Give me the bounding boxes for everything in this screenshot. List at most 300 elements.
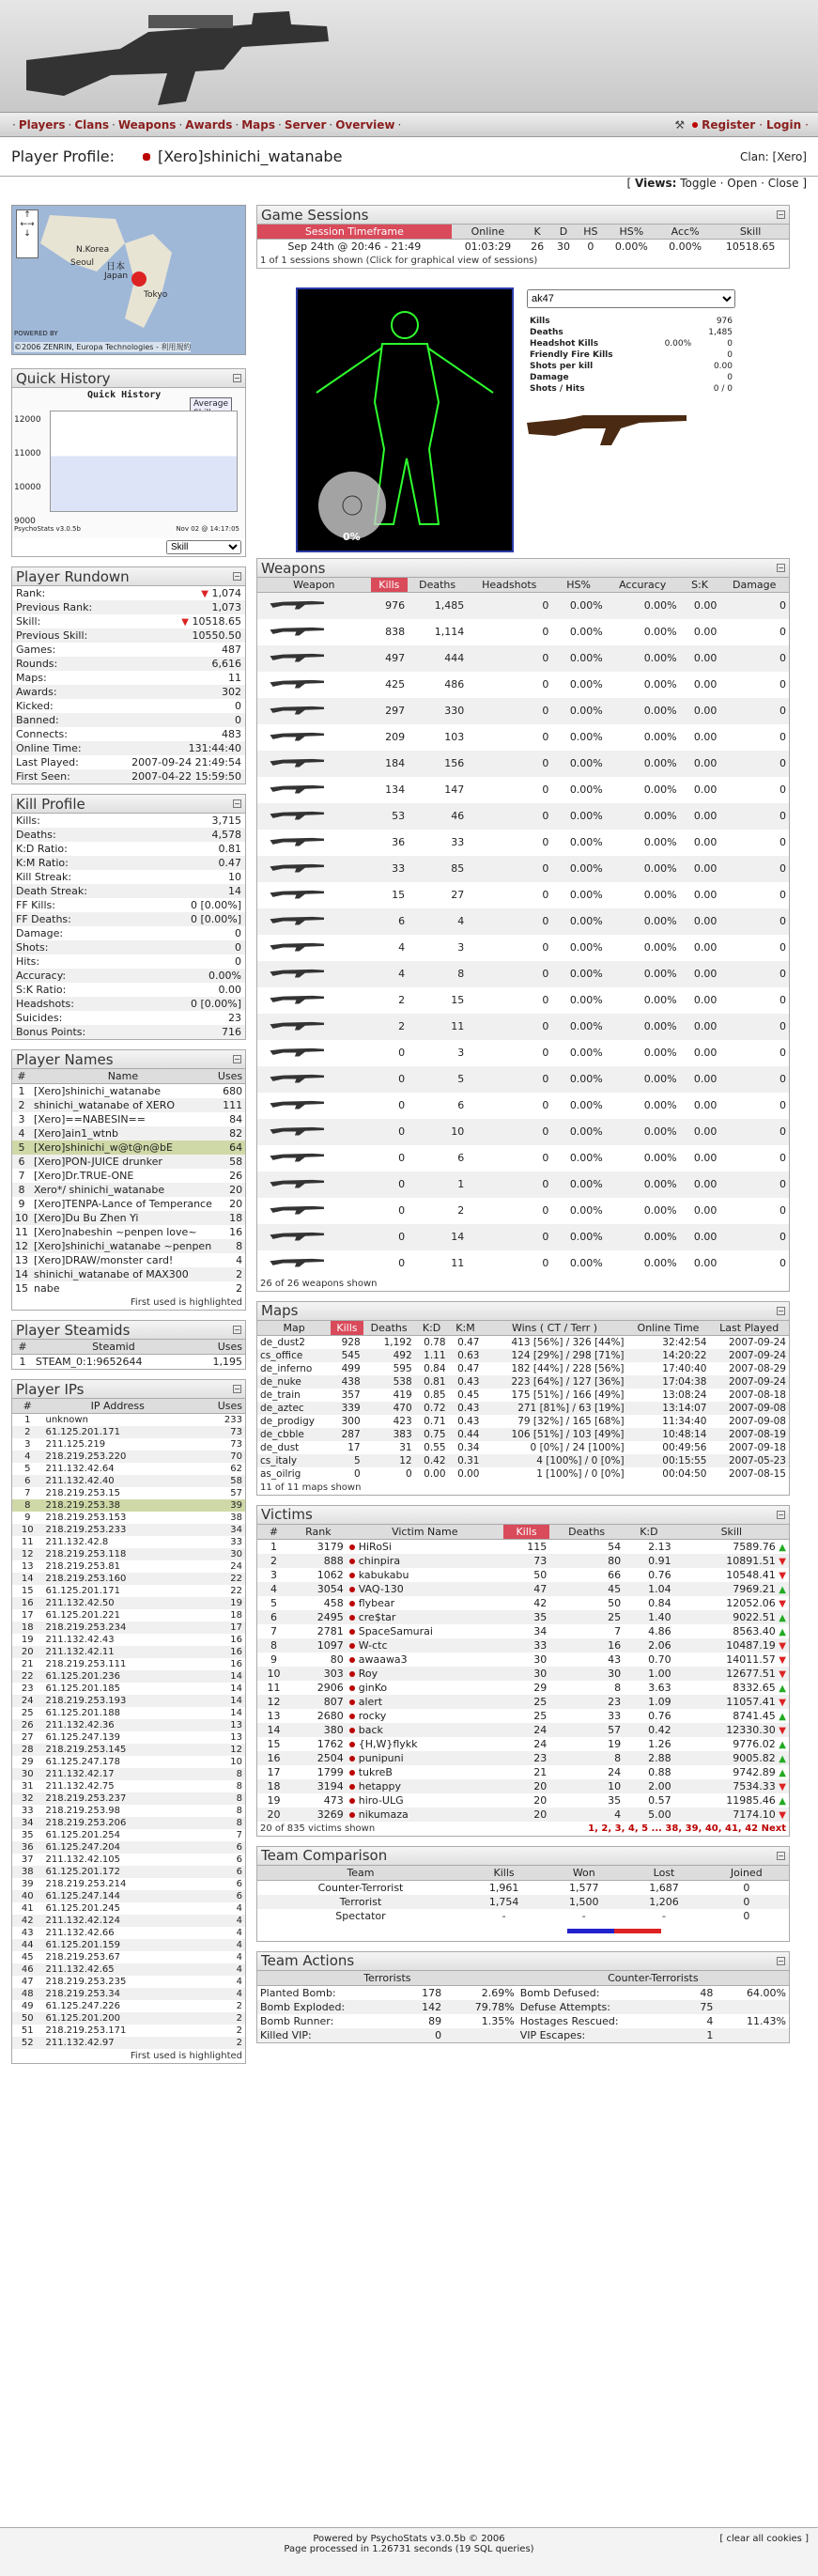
table-cell: 0.00% xyxy=(569,994,603,1006)
table-cell: 6 xyxy=(193,1841,245,1854)
sessions-header[interactable]: D xyxy=(550,225,577,240)
nav-weapons[interactable]: Weapons xyxy=(117,117,177,132)
views-toggle[interactable]: Toggle xyxy=(680,177,717,190)
weapons-header[interactable]: Accuracy xyxy=(606,578,680,593)
victim-link[interactable]: tukreB xyxy=(358,1765,393,1778)
victim-link[interactable]: cre$tar xyxy=(358,1610,396,1623)
ips-row xyxy=(12,1634,245,1646)
weapons-header[interactable]: S:K xyxy=(680,578,720,593)
sessions-header[interactable]: Skill xyxy=(712,225,789,240)
victim-link[interactable]: chinpira xyxy=(358,1554,401,1567)
names-row xyxy=(12,1211,245,1225)
table-cell[interactable]: 61.125.201.188 xyxy=(45,1708,121,1718)
table-cell: 380 xyxy=(290,1723,347,1737)
clan-link[interactable]: [Xero] xyxy=(772,149,807,163)
weapon-row[interactable] xyxy=(257,672,789,698)
ips-row xyxy=(12,1487,245,1499)
weapon-row[interactable] xyxy=(257,724,789,751)
table-cell[interactable]: [Xero]shinichi_watanabe ~penpen xyxy=(31,1239,215,1253)
victims-header[interactable]: Skill xyxy=(674,1525,789,1540)
collapse-icon[interactable]: − xyxy=(778,1510,784,1519)
victim-link[interactable]: flybear xyxy=(358,1596,395,1609)
map-label-seoul: Seoul xyxy=(70,258,94,268)
table-cell[interactable]: 211.132.42.8 xyxy=(45,1537,109,1547)
table-cell[interactable]: 218.219.253.81 xyxy=(45,1561,121,1572)
map-link[interactable]: de_aztec xyxy=(257,1402,331,1415)
table-cell: 30 xyxy=(193,1548,245,1560)
maps-header[interactable]: Wins ( CT / Terr ) xyxy=(482,1321,626,1336)
weapon-row[interactable] xyxy=(257,908,789,935)
table-cell[interactable]: unknown xyxy=(45,1415,88,1425)
login-link[interactable]: Login xyxy=(766,117,802,132)
table-cell[interactable]: 218.219.253.160 xyxy=(43,1573,193,1585)
table-cell: 0.84 xyxy=(648,1596,671,1609)
table-cell[interactable]: 211.132.42.75 xyxy=(45,1781,115,1792)
rundown-row xyxy=(12,586,245,600)
table-cell: Hits: xyxy=(16,955,40,968)
map-link[interactable]: de_nuke xyxy=(257,1375,331,1389)
table-cell[interactable]: 218.219.253.67 xyxy=(45,1952,121,1963)
nav-players[interactable]: Players xyxy=(18,117,66,132)
weapons-header[interactable]: Deaths xyxy=(408,578,467,593)
ips-row xyxy=(12,1548,245,1560)
table-cell[interactable]: 61.125.247.144 xyxy=(43,1890,193,1902)
victim-row xyxy=(257,1793,789,1808)
quick-history-panel: Quick History − Quick History Average 12000 11000 10000 9000 PsychoStats v3.0.5b Nov 02 @ 14:17:05 Skill xyxy=(11,368,246,557)
table-cell[interactable]: 61.125.201.185 xyxy=(45,1684,121,1694)
weapon-row[interactable] xyxy=(257,882,789,908)
victim-link[interactable]: VAQ-130 xyxy=(358,1582,404,1595)
weapon-row[interactable] xyxy=(257,645,789,672)
table-cell: 29 xyxy=(533,1681,548,1694)
table-cell[interactable]: 211.132.42.97 xyxy=(43,2037,193,2049)
session-row[interactable] xyxy=(257,240,789,255)
steamids-header[interactable]: # xyxy=(12,1340,33,1355)
weapon-row[interactable] xyxy=(257,987,789,1014)
table-cell xyxy=(347,1793,503,1808)
collapse-icon[interactable]: − xyxy=(234,374,240,382)
weapon-row[interactable] xyxy=(257,1145,789,1172)
nav-maps[interactable]: Maps xyxy=(241,117,275,132)
table-cell: 0.00% xyxy=(643,731,677,743)
maps-header[interactable]: Map xyxy=(257,1321,331,1336)
table-cell[interactable]: [Xero]nabeshin ~penpen love~ xyxy=(34,1226,197,1238)
table-cell[interactable]: shinichi_watanabe of XERO xyxy=(31,1098,215,1112)
quick-history-chart xyxy=(12,388,245,538)
table-cell[interactable]: STEAM_0:1:9652644 xyxy=(35,1356,143,1368)
table-cell: 7 xyxy=(24,1488,31,1498)
table-cell[interactable]: [Xero]Du Bu Zhen Yi xyxy=(31,1211,215,1225)
nav-server[interactable]: Server xyxy=(284,117,327,132)
table-cell: Death Streak: xyxy=(12,884,147,898)
weapon-row[interactable] xyxy=(257,1224,789,1250)
rundown-row xyxy=(12,755,245,769)
table-cell: 2007-04-22 15:59:50 xyxy=(109,769,245,784)
table-cell: 3 xyxy=(270,1568,278,1581)
table-cell[interactable]: 61.125.247.226 xyxy=(45,2001,121,2011)
table-cell[interactable]: 218.219.253.118 xyxy=(43,1548,193,1560)
actions-header: Terrorists xyxy=(257,1971,517,1986)
weapon-row[interactable] xyxy=(257,1066,789,1093)
weapon-row[interactable] xyxy=(257,1014,789,1040)
table-cell[interactable]: 218.219.253.214 xyxy=(45,1879,127,1889)
weapon-row[interactable] xyxy=(257,1198,789,1224)
table-cell xyxy=(347,1582,503,1596)
collapse-icon[interactable]: − xyxy=(778,1306,784,1315)
table-cell: 4,578 xyxy=(147,828,245,842)
table-cell[interactable]: 61.125.201.236 xyxy=(43,1670,193,1683)
victim-link[interactable]: punipuni xyxy=(358,1751,404,1764)
table-cell[interactable]: [Xero]DRAW/monster card! xyxy=(34,1254,174,1266)
table-cell[interactable]: shinichi_watanabe of MAX300 xyxy=(31,1267,215,1281)
table-cell: 0 xyxy=(353,1467,361,1480)
table-cell[interactable]: [Xero]shinichi_w@t@n@bE xyxy=(31,1141,215,1155)
table-cell[interactable]: nabe xyxy=(34,1282,60,1295)
table-cell[interactable]: 211.132.42.105 xyxy=(45,1854,121,1865)
table-cell: 1 xyxy=(24,1415,31,1425)
victims-header[interactable]: Deaths xyxy=(549,1525,624,1540)
table-cell: 2007-08-19 xyxy=(709,1428,789,1441)
table-cell[interactable]: 218.219.253.234 xyxy=(43,1622,193,1634)
table-cell: 339 xyxy=(331,1402,363,1415)
victim-link[interactable]: rocky xyxy=(358,1709,387,1722)
weapons-header[interactable]: Headshots xyxy=(467,578,551,593)
table-cell: 0.00% xyxy=(551,1172,605,1198)
victims-pager[interactable]: 1, 2, 3, 4, 5 ... 38, 39, 40, 41, 42 Next xyxy=(588,1823,786,1834)
weapon-row[interactable] xyxy=(257,803,789,830)
table-cell[interactable]: [Xero]shinichi_watanabe xyxy=(34,1085,162,1097)
table-cell: 0.00% xyxy=(606,908,680,935)
weapon-row[interactable] xyxy=(257,751,789,777)
weapon-row[interactable] xyxy=(257,593,789,619)
table-cell: 70 xyxy=(193,1451,245,1463)
table-cell[interactable]: 211.132.42.40 xyxy=(43,1475,193,1487)
victim-row xyxy=(257,1779,789,1793)
table-cell[interactable]: [Xero]==NABESIN== xyxy=(34,1113,146,1125)
footer: Powered by PsychoStats v3.0.5b © 2006 Page processed in 1.26731 seconds (19 SQL queries) [ clear all cookies ] xyxy=(0,2527,818,2576)
table-cell[interactable]: 211.132.42.36 xyxy=(43,1719,193,1731)
table-cell: 4 xyxy=(236,1952,242,1963)
location-map[interactable] xyxy=(11,205,246,355)
maps-header[interactable]: Last Played xyxy=(709,1321,789,1336)
table-cell[interactable]: 211.132.42.65 xyxy=(43,1963,193,1976)
table-cell: 0.47 xyxy=(457,1336,480,1348)
maps-header[interactable]: Deaths xyxy=(363,1321,415,1336)
table-cell: 0.00% xyxy=(606,645,680,672)
table-cell[interactable]: 61.125.201.245 xyxy=(45,1903,121,1914)
table-cell: 0.00 xyxy=(424,1467,446,1480)
map-link[interactable]: de_inferno xyxy=(260,1362,313,1374)
victims-header[interactable]: K:D xyxy=(624,1525,674,1540)
victim-link[interactable]: kabukabu xyxy=(358,1568,409,1581)
table-cell: 838 xyxy=(385,626,406,638)
data-table xyxy=(12,1340,245,1369)
table-cell xyxy=(257,1040,371,1066)
collapse-icon[interactable]: − xyxy=(234,1055,240,1063)
table-cell: 24 xyxy=(503,1723,549,1737)
table-cell[interactable]: 218.219.253.233 xyxy=(43,1524,193,1536)
weapon-row[interactable] xyxy=(257,1093,789,1119)
ips-header[interactable]: Uses xyxy=(193,1399,245,1414)
table-cell: 1.35% xyxy=(481,2014,515,2027)
victims-header[interactable]: Kills xyxy=(503,1525,549,1540)
table-cell[interactable]: 218.219.253.193 xyxy=(43,1695,193,1707)
map-controls[interactable]: ↑ ←→ ↓ xyxy=(16,209,39,258)
table-cell[interactable]: 61.125.201.254 xyxy=(45,1830,121,1840)
table-cell[interactable]: 211.132.42.124 xyxy=(43,1915,193,1927)
table-cell[interactable]: 218.219.253.34 xyxy=(43,1988,193,2000)
victim-link[interactable]: back xyxy=(358,1723,383,1736)
table-cell[interactable]: [Xero]TENPA-Lance of Temperance xyxy=(34,1198,212,1210)
table-cell[interactable]: 61.125.201.159 xyxy=(43,1939,193,1951)
table-cell: Shots: xyxy=(12,940,147,954)
names-header[interactable]: # xyxy=(12,1069,31,1084)
map-link[interactable]: de_cbble xyxy=(257,1428,331,1441)
down-arrow-icon: ▼ xyxy=(779,1668,786,1680)
table-cell: 01:03:29 xyxy=(464,241,512,253)
team-header: Kills xyxy=(464,1866,544,1881)
table-cell[interactable]: 61.125.201.172 xyxy=(43,1866,193,1878)
table-cell: 0.72 xyxy=(415,1402,449,1415)
victim-link[interactable]: SpaceSamurai xyxy=(358,1624,433,1637)
table-cell[interactable]: [Xero]Dr.TRUE-ONE xyxy=(34,1170,134,1182)
names-row xyxy=(12,1098,245,1112)
sessions-foot[interactable]: 1 of 1 sessions shown (Click for graphical view of sessions) xyxy=(260,256,538,266)
map-link[interactable]: de_dust xyxy=(260,1441,300,1453)
table-cell: Bonus Points: xyxy=(12,1025,147,1039)
views-close[interactable]: Close xyxy=(767,177,799,190)
table-cell: 46 xyxy=(12,1963,43,1976)
data-table xyxy=(257,1321,789,1481)
steamids-header[interactable]: Steamid xyxy=(33,1340,194,1355)
table-cell[interactable]: 61.125.201.171 xyxy=(43,1426,193,1438)
table-cell[interactable]: 218.219.253.235 xyxy=(45,1977,127,1987)
weapon-row[interactable] xyxy=(257,698,789,724)
table-cell[interactable]: 61.125.247.178 xyxy=(45,1757,121,1767)
table-cell: Accuracy: xyxy=(12,969,147,983)
weapon-row[interactable] xyxy=(257,830,789,856)
victim-link[interactable]: {H,W}flykk xyxy=(358,1737,418,1750)
table-cell: 0 xyxy=(542,1257,549,1269)
table-cell: 1 xyxy=(19,1356,26,1368)
table-cell[interactable]: Xero*/ shinichi_watanabe xyxy=(31,1183,215,1197)
table-cell[interactable]: 211.132.42.43 xyxy=(45,1635,115,1645)
weapon-row[interactable] xyxy=(257,1119,789,1145)
table-cell[interactable]: 211.132.42.11 xyxy=(43,1646,193,1658)
rundown-row xyxy=(12,657,245,671)
table-cell: 41 xyxy=(21,1903,34,1914)
up-arrow-icon: ▲ xyxy=(779,1739,786,1750)
map-credit: ©2006 ZENRIN, Europa Technologies - 利用規約 xyxy=(14,343,192,351)
flag-icon xyxy=(349,1728,355,1733)
weapon-icon xyxy=(260,624,335,637)
victims-header[interactable]: # xyxy=(257,1525,290,1540)
victim-link[interactable]: nikumaza xyxy=(358,1808,409,1821)
table-cell[interactable]: 218.219.253.206 xyxy=(43,1817,193,1829)
maps-header[interactable]: Online Time xyxy=(627,1321,710,1336)
table-cell xyxy=(257,830,371,856)
team-header: Won xyxy=(544,1866,624,1881)
collapse-icon[interactable]: − xyxy=(234,572,240,581)
victims-header[interactable]: Rank xyxy=(290,1525,347,1540)
map-link[interactable]: cs_italy xyxy=(257,1454,331,1467)
collapse-icon[interactable]: − xyxy=(778,1851,784,1860)
nav-clans[interactable]: Clans xyxy=(74,117,110,132)
table-cell[interactable]: 211.132.42.64 xyxy=(45,1464,115,1474)
weapon-select[interactable] xyxy=(527,289,735,308)
table-cell: 0.00 xyxy=(693,994,718,1006)
map-link[interactable]: de_train xyxy=(260,1389,301,1401)
data-table xyxy=(257,578,789,1277)
table-cell xyxy=(257,987,371,1014)
table-cell: 15 xyxy=(392,889,406,901)
victims-header[interactable]: Victim Name xyxy=(347,1525,503,1540)
collapse-icon[interactable]: − xyxy=(778,564,784,572)
table-cell[interactable]: 61.125.247.204 xyxy=(43,1841,193,1854)
weapon-row[interactable] xyxy=(257,961,789,987)
victim-link[interactable]: hiro-ULG xyxy=(358,1793,404,1807)
weapon-icon xyxy=(260,1255,335,1268)
sessions-header[interactable]: K xyxy=(524,225,550,240)
views-open[interactable]: Open xyxy=(727,177,758,190)
table-cell[interactable]: 218.219.253.38 xyxy=(43,1499,193,1512)
table-cell[interactable]: [Xero]PON-JUICE drunker xyxy=(31,1155,215,1169)
table-cell: 0.00% xyxy=(569,836,603,848)
maps-header[interactable]: K:D xyxy=(415,1321,449,1336)
weapons-header[interactable]: Weapon xyxy=(257,578,371,593)
table-cell: 4 xyxy=(236,1254,243,1266)
weapons-header[interactable]: Kills xyxy=(371,578,408,593)
sessions-header[interactable]: Online xyxy=(452,225,524,240)
collapse-icon[interactable]: − xyxy=(234,1326,240,1334)
table-cell: 30 xyxy=(549,1667,624,1681)
weapon-row[interactable] xyxy=(257,935,789,961)
table-cell[interactable]: 218.219.253.171 xyxy=(45,2025,127,2036)
table-cell: 0.00% xyxy=(569,678,603,691)
team-header: Joined xyxy=(704,1866,789,1881)
table-cell[interactable]: 218.219.253.153 xyxy=(45,1513,127,1523)
table-cell[interactable]: 61.125.201.171 xyxy=(45,1586,121,1596)
map-link[interactable]: as_oilrig xyxy=(260,1467,301,1480)
table-cell: 0 xyxy=(542,1099,549,1111)
weapon-row[interactable] xyxy=(257,777,789,803)
table-cell: 2 xyxy=(12,1098,31,1112)
weapon-row[interactable] xyxy=(257,1172,789,1198)
weapons-header[interactable]: HS% xyxy=(551,578,605,593)
table-cell: 23 xyxy=(21,1684,34,1694)
table-cell[interactable]: 218.219.253.111 xyxy=(45,1659,127,1669)
ips-row xyxy=(12,1499,245,1512)
table-cell[interactable]: 211.132.42.50 xyxy=(43,1597,193,1609)
table-cell[interactable]: [Xero]ain1_wtnb xyxy=(31,1126,215,1141)
victim-link[interactable]: ginKo xyxy=(358,1681,388,1694)
tools-icon[interactable]: ⚒ xyxy=(674,117,686,132)
register-link[interactable]: Register xyxy=(702,117,756,132)
table-cell[interactable]: 61.125.201.200 xyxy=(43,2012,193,2025)
table-cell[interactable]: 218.219.253.145 xyxy=(43,1744,193,1756)
table-cell: 0 xyxy=(404,2028,445,2042)
victim-link[interactable]: hetappy xyxy=(358,1779,401,1792)
weapon-row[interactable] xyxy=(257,856,789,882)
sessions-header[interactable]: Session Timeframe xyxy=(257,225,452,240)
table-cell[interactable]: 211.132.42.17 xyxy=(43,1768,193,1780)
collapse-icon[interactable]: − xyxy=(778,210,784,219)
maps-foot: 11 of 11 maps shown xyxy=(260,1482,362,1493)
killprofile-row xyxy=(12,1011,245,1025)
table-cell: 0 xyxy=(719,1066,789,1093)
victim-link[interactable]: W-ctc xyxy=(358,1638,388,1652)
table-cell: 209 xyxy=(385,731,406,743)
table-cell xyxy=(649,383,694,395)
map-link[interactable]: cs_office xyxy=(257,1349,331,1362)
table-cell: K:D Ratio: xyxy=(16,843,68,855)
table-cell: 2007-09-24 xyxy=(709,1375,789,1389)
sessions-header[interactable]: HS% xyxy=(605,225,658,240)
table-cell: 0 xyxy=(371,1119,408,1145)
weapon-row[interactable] xyxy=(257,1040,789,1066)
table-cell[interactable]: 218.219.253.220 xyxy=(43,1451,193,1463)
table-cell[interactable]: 211.125.219 xyxy=(45,1439,106,1450)
weapon-stats-area xyxy=(256,278,790,551)
nav-awards[interactable]: Awards xyxy=(185,117,233,132)
sessions-header[interactable]: Acc% xyxy=(658,225,712,240)
table-cell: 0.00 xyxy=(713,362,733,371)
weapon-icon xyxy=(260,808,335,821)
victim-row xyxy=(257,1765,789,1779)
table-cell: 0 xyxy=(743,1881,750,1894)
table-cell xyxy=(347,1638,503,1653)
history-select[interactable] xyxy=(166,540,241,554)
table-cell: 1,114 xyxy=(434,626,465,638)
victim-link[interactable]: Roy xyxy=(358,1667,378,1680)
steamids-header[interactable]: Uses xyxy=(194,1340,245,1355)
clear-cookies-link[interactable]: clear all cookies xyxy=(726,2534,802,2544)
map-row xyxy=(257,1362,789,1375)
map-link[interactable]: de_prodigy xyxy=(260,1415,316,1427)
weapon-row[interactable] xyxy=(257,1250,789,1277)
table-cell[interactable]: 218.219.253.98 xyxy=(45,1806,121,1816)
sessions-header[interactable]: HS xyxy=(577,225,605,240)
table-cell[interactable]: 211.132.42.66 xyxy=(45,1928,115,1938)
collapse-icon[interactable]: − xyxy=(234,799,240,808)
ips-header[interactable]: IP Address xyxy=(43,1399,193,1414)
collapse-icon[interactable]: − xyxy=(778,1956,784,1965)
table-cell: 3 xyxy=(18,1113,25,1125)
weapon-row[interactable] xyxy=(257,619,789,645)
table-cell[interactable]: 218.219.253.237 xyxy=(43,1792,193,1805)
maps-header[interactable]: Kills xyxy=(331,1321,363,1336)
table-cell: 20 xyxy=(503,1779,549,1793)
table-cell: 8563.40 ▲ xyxy=(733,1624,786,1637)
table-cell[interactable]: 61.125.201.221 xyxy=(45,1610,121,1621)
table-cell[interactable]: 218.219.253.15 xyxy=(45,1488,121,1498)
table-cell[interactable]: 61.125.247.139 xyxy=(45,1732,121,1743)
collapse-icon[interactable]: − xyxy=(234,1385,240,1393)
map-link[interactable]: de_dust2 xyxy=(260,1336,305,1348)
victim-link[interactable]: HiRoSi xyxy=(358,1540,392,1553)
weapon-detail-row xyxy=(527,316,735,327)
weapons-header[interactable]: Damage xyxy=(719,578,789,593)
victim-link[interactable]: alert xyxy=(358,1695,383,1708)
nav-overview[interactable]: Overview xyxy=(335,117,395,132)
table-cell: 0 xyxy=(467,1066,551,1093)
victim-link[interactable]: awaawa3 xyxy=(358,1653,408,1666)
ips-header[interactable]: # xyxy=(12,1399,43,1414)
names-header[interactable]: Name xyxy=(31,1069,215,1084)
names-header[interactable]: Uses xyxy=(215,1069,245,1084)
table-cell: 0.00 xyxy=(693,1152,718,1164)
maps-header[interactable]: K:M xyxy=(449,1321,483,1336)
